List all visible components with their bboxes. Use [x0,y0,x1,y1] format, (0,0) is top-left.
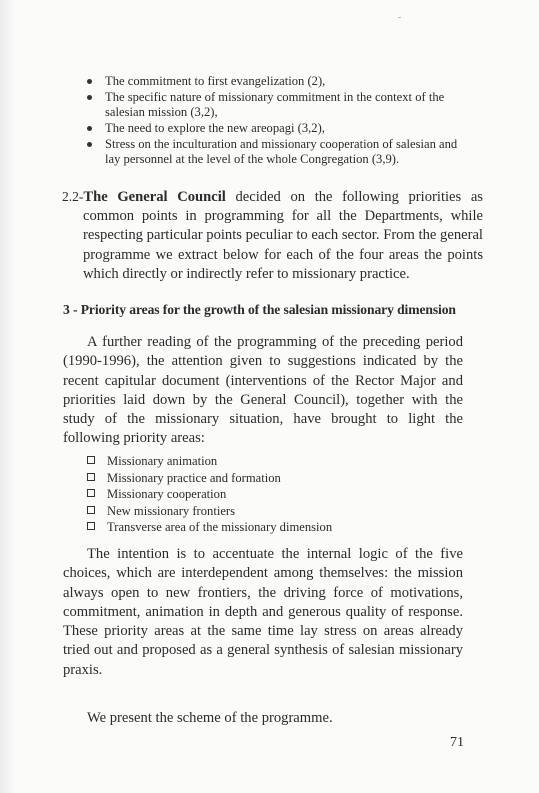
bullet-dot-icon [87,126,92,131]
checkbox-square-icon [87,522,95,530]
bullet-text: Stress on the inculturation and missionary cooperation of salesian and lay personnel at the level of the whole Congregation (3,9). [105,137,458,166]
priority-area-text: Missionary practice and formation [107,470,281,485]
priority-area-text: Missionary cooperation [107,487,227,501]
checkbox-square-icon [87,489,95,497]
priority-area-text: Missionary animation [107,454,218,468]
priority-area-item [87,486,417,503]
priority-area-text: New missionary frontiers [107,503,236,518]
closing-sentence: We present the scheme of the programme. [87,710,333,726]
bullet-dot-icon [87,142,92,147]
intention-paragraph: The intention is to accentuate the internal logic of the five choices, which are interdependent among themselves: the mission always open to new frontiers, the driving force of motivations, commitment, animation in depth and generous quality of response. These priority areas at the same time lay stress on areas already tried out and proposed as a general synthesis of salesian missionary praxis. [63,546,463,678]
scan-speck [398,17,401,18]
page-number: 71 [450,735,464,750]
section-bold-lead: The General Council [83,189,226,205]
priority-area-item [87,503,417,520]
priority-area-item [87,519,417,536]
checkbox-square-icon [87,456,95,464]
bullet-dot-icon [87,95,92,100]
priority-area-item [87,453,417,470]
bullet-text: The commitment to first evangelization (2), [105,74,326,88]
priority-areas-list [87,453,417,536]
bullet-dot-icon [87,79,92,84]
commitment-bullet-list [85,74,465,168]
scan-edge-shadow [0,0,16,793]
priority-area-item [87,470,417,487]
section-number: 2.2- [62,189,84,204]
checkbox-square-icon [87,506,95,514]
section-body-text: decided on the following priorities as common points in programming for all the Departments, while respecting particular points peculiar to each sector. From the general programme we extract below for each of the four areas the points which directly or indirectly refer to missionary practice. [83,189,483,282]
general-council-paragraph [62,187,483,284]
bullet-item [85,121,465,136]
priority-area-text: Transverse area of the missionary dimension [107,520,333,534]
bullet-text: The need to explore the new areopagi (3,2), [105,121,325,135]
bullet-item [85,74,465,89]
bullet-item [85,137,465,167]
further-reading-paragraph: A further reading of the programming of the preceding period (1990-1996), the attention given to suggestions indicated by the recent capitular document (interventions of the Rector Major and priorities laid down by the General Council), together with the study of the missionary situation, have brought to light the following priority areas: [63,334,463,447]
section-3-heading: 3 - Priority areas for the growth of the salesian missionary dimension [63,302,456,317]
bullet-item [85,90,465,120]
bullet-text: The specific nature of missionary commitment in the context of the salesian mission (3,2), [105,90,445,119]
checkbox-square-icon [87,473,95,481]
